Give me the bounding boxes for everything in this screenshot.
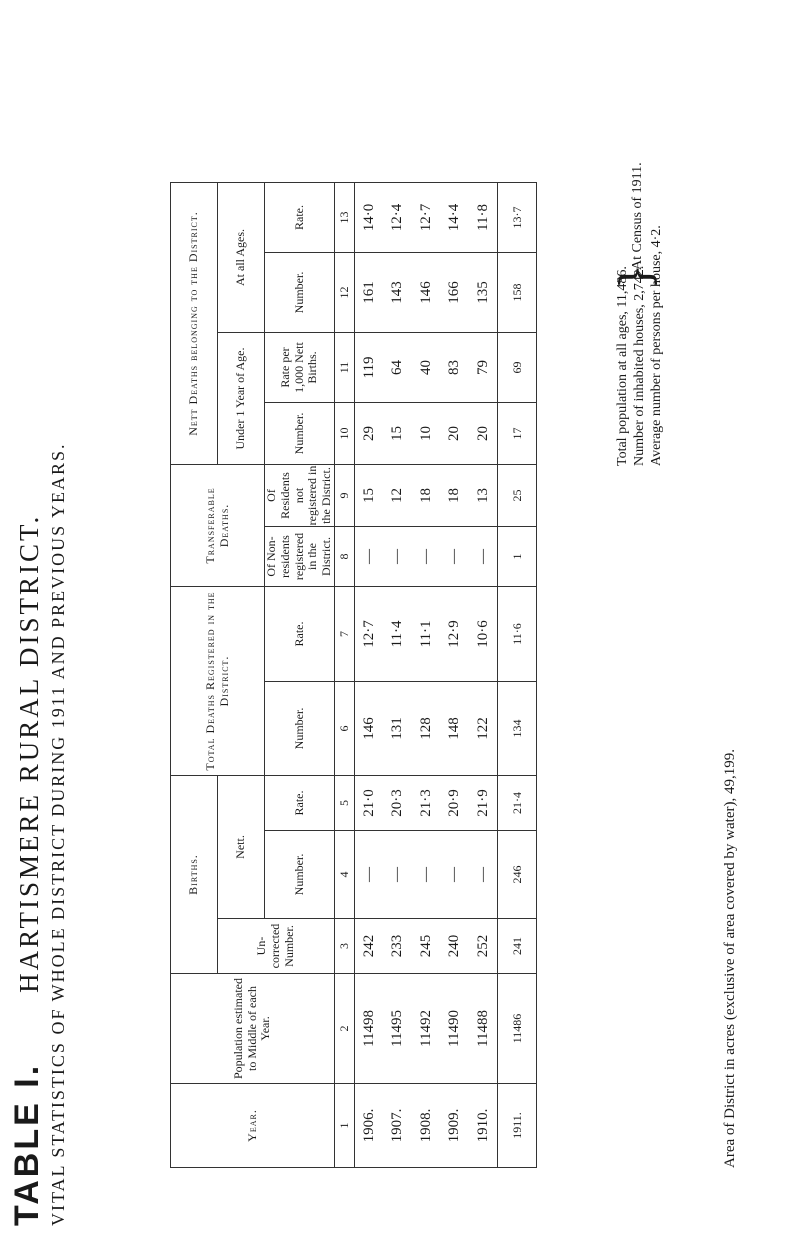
- year-cell: 1906.: [360, 1108, 377, 1143]
- all-number-cell: 135: [474, 281, 491, 304]
- trans-res-cell: 15: [360, 488, 377, 503]
- population-cell: 11488: [474, 1010, 491, 1047]
- births-nett-number-cell: —: [474, 867, 491, 882]
- group-header-row: [171, 183, 218, 1168]
- all-rate-cell: 12·7: [417, 203, 434, 232]
- all-number-header: Number.: [265, 253, 335, 333]
- population-cell: 11486: [498, 974, 537, 1084]
- col-number: 8: [334, 527, 354, 587]
- deaths-rate-cell: 11·6: [498, 587, 537, 682]
- trans-res-cell: 13: [474, 488, 491, 503]
- births-uncorrected-header: Un-corrected Number.: [218, 919, 335, 974]
- col-number: 6: [334, 682, 354, 776]
- infant-rate-cell: 79: [474, 360, 491, 375]
- all-rate-header: Rate.: [265, 183, 335, 253]
- all-number-cell: 158: [498, 253, 537, 333]
- trans-res-cell: 18: [417, 488, 434, 503]
- infant-rate-header: Rate per 1,000 Nett Births.: [265, 333, 335, 403]
- year-cell: 1911.: [498, 1084, 537, 1168]
- all-ages-header: At all Ages.: [218, 183, 265, 333]
- infant-rate-cell: 40: [417, 360, 434, 375]
- trans-non-res-cell: —: [417, 549, 434, 564]
- under-1-header: Under 1 Year of Age.: [218, 333, 265, 465]
- births-header: Births.: [171, 776, 218, 974]
- year-cell: 1907.: [389, 1108, 406, 1143]
- infant-number-cell: 10: [417, 426, 434, 441]
- trans-non-res-cell: —: [446, 549, 463, 564]
- deaths-number-header: Number.: [265, 682, 335, 776]
- infant-number-cell: 20: [446, 426, 463, 441]
- year-column-cells: [354, 1084, 498, 1168]
- deaths-number-column-cells: [354, 682, 498, 776]
- infant-rate-cell: 69: [498, 333, 537, 403]
- births-nett-rate-cell: 20·9: [446, 789, 463, 817]
- trans-res-cell: 25: [498, 465, 537, 527]
- all-rate-column-cells: [354, 183, 498, 253]
- nett-deaths-header: Nett Deaths belonging to the District.: [171, 183, 218, 465]
- brace-glyph: }: [611, 263, 660, 290]
- population-cell: 11490: [446, 1010, 463, 1047]
- trans-res-cell: 18: [446, 488, 463, 503]
- population-column-cells: [354, 974, 498, 1084]
- births-rate-header: Rate.: [265, 776, 335, 831]
- year-cell: 1909.: [446, 1108, 463, 1143]
- deaths-number-cell: 146: [360, 717, 377, 740]
- all-number-cell: 161: [360, 281, 377, 304]
- year-cell: 1908.: [417, 1108, 434, 1143]
- all-number-cell: 143: [389, 281, 406, 304]
- infant-rate-cell: 83: [446, 360, 463, 375]
- infant-number-cell: 17: [498, 403, 537, 465]
- table-heading: HARTISMERE RURAL DISTRICT.: [14, 513, 44, 993]
- transferable-header: Transferable Deaths.: [171, 465, 265, 587]
- births-nett-number-column-cells: [354, 831, 498, 919]
- footnote-population: Total population at all ages, 11,486.: [615, 266, 630, 466]
- infant-number-cell: 29: [360, 426, 377, 441]
- births-uncorrected-cell: 242: [360, 934, 377, 958]
- births-nett-rate-cell: 21·4: [498, 776, 537, 831]
- births-uncorrected-column-cells: [354, 919, 498, 974]
- infant-rate-column-cells: [354, 333, 498, 403]
- col-number: 9: [334, 465, 354, 527]
- footnote-houses: Number of inhabited houses, 2,742.: [632, 265, 647, 466]
- vital-statistics-table: [170, 182, 537, 1168]
- infant-number-cell: 15: [389, 426, 406, 441]
- all-rate-cell: 12·4: [389, 203, 406, 232]
- trans-non-res-cell: —: [360, 549, 377, 564]
- deaths-number-cell: 122: [474, 717, 491, 740]
- births-uncorrected-cell: 233: [389, 934, 406, 958]
- infant-number-header: Number.: [265, 403, 335, 465]
- births-number-header: Number.: [265, 831, 335, 919]
- footnote-avg: Average number of persons per house, 4·2.: [649, 225, 664, 466]
- population-cell: 11495: [389, 1010, 406, 1047]
- infant-rate-cell: 119: [360, 356, 377, 379]
- population-header: Population estimated to Middle of each Year.: [171, 974, 335, 1084]
- deaths-rate-cell: 10·6: [474, 620, 491, 648]
- col-number: 4: [334, 831, 354, 919]
- deaths-rate-header: Rate.: [265, 587, 335, 682]
- all-rate-cell: 14·0: [360, 203, 377, 232]
- trans-non-res-cell: —: [474, 549, 491, 564]
- deaths-rate-cell: 12·9: [446, 620, 463, 648]
- births-uncorrected-cell: 252: [474, 934, 491, 958]
- births-nett-number-cell: —: [417, 867, 434, 882]
- births-nett-rate-column-cells: [354, 776, 498, 831]
- deaths-rate-cell: 11·1: [417, 620, 434, 648]
- col-number: 2: [334, 974, 354, 1084]
- col-number: 1: [334, 1084, 354, 1168]
- infant-number-column-cells: [354, 403, 498, 465]
- deaths-number-cell: 134: [498, 682, 537, 776]
- total-deaths-header: Total Deaths Registered in the District.: [171, 587, 265, 776]
- trans-res-column-cells: [354, 465, 498, 527]
- col-number: 3: [334, 919, 354, 974]
- col-number: 5: [334, 776, 354, 831]
- trans-res-cell: 12: [389, 488, 406, 503]
- footnote-area: Area of District in acres (exclusive of area covered by water), 49,199.: [722, 749, 738, 1168]
- table-row-1911: [498, 183, 537, 1168]
- trans-non-residents-header: Of Non-residents registered in the District.: [265, 527, 335, 587]
- column-number-row: [334, 183, 354, 1168]
- year-cell: 1910.: [474, 1108, 491, 1143]
- births-nett-rate-cell: 21·0: [360, 789, 377, 817]
- year-header: Year.: [171, 1084, 335, 1168]
- births-uncorrected-cell: 240: [446, 934, 463, 958]
- all-number-cell: 146: [417, 281, 434, 304]
- all-rate-cell: 14·4: [446, 203, 463, 232]
- infant-number-cell: 20: [474, 426, 491, 441]
- all-rate-cell: 13·7: [498, 183, 537, 253]
- deaths-number-cell: 131: [389, 717, 406, 740]
- col-number: 12: [334, 253, 354, 333]
- births-nett-rate-cell: 20·3: [389, 789, 406, 817]
- table-subtitle: VITAL STATISTICS OF WHOLE DISTRICT DURING 1911 AND PREVIOUS YEARS.: [48, 442, 68, 1226]
- population-cell: 11492: [417, 1010, 434, 1047]
- trans-non-res-column-cells: [354, 527, 498, 587]
- infant-rate-cell: 64: [389, 360, 406, 375]
- all-number-cell: 166: [446, 281, 463, 304]
- col-number: 13: [334, 183, 354, 253]
- trans-residents-header: Of Residents not registered in the District.: [264, 465, 334, 526]
- all-rate-cell: 11·8: [474, 204, 491, 231]
- col-number: 11: [334, 333, 354, 403]
- deaths-number-cell: 128: [417, 717, 434, 740]
- all-number-column-cells: [354, 253, 498, 333]
- col-number: 7: [334, 587, 354, 682]
- deaths-rate-column-cells: [354, 587, 498, 682]
- title-line: [8, 514, 47, 1226]
- deaths-rate-cell: 11·4: [389, 620, 406, 648]
- births-nett-header: Nett.: [218, 776, 265, 919]
- births-nett-number-cell: —: [389, 867, 406, 882]
- footnote-census: At Census of 1911.: [630, 162, 645, 270]
- table-label: TABLE I.: [8, 1062, 46, 1226]
- data-rows-block: [354, 183, 498, 1168]
- trans-non-res-cell: —: [389, 549, 406, 564]
- deaths-rate-cell: 12·7: [360, 620, 377, 648]
- col-number: 10: [334, 403, 354, 465]
- births-uncorrected-cell: 241: [498, 919, 537, 974]
- births-nett-rate-cell: 21·3: [417, 789, 434, 817]
- births-uncorrected-cell: 245: [417, 934, 434, 958]
- population-cell: 11498: [360, 1010, 377, 1047]
- deaths-number-cell: 148: [446, 717, 463, 740]
- births-nett-number-cell: —: [360, 867, 377, 882]
- births-nett-rate-cell: 21·9: [474, 789, 491, 817]
- trans-non-res-cell: 1: [498, 527, 537, 587]
- births-nett-number-cell: —: [446, 867, 463, 882]
- births-nett-number-cell: 246: [498, 831, 537, 919]
